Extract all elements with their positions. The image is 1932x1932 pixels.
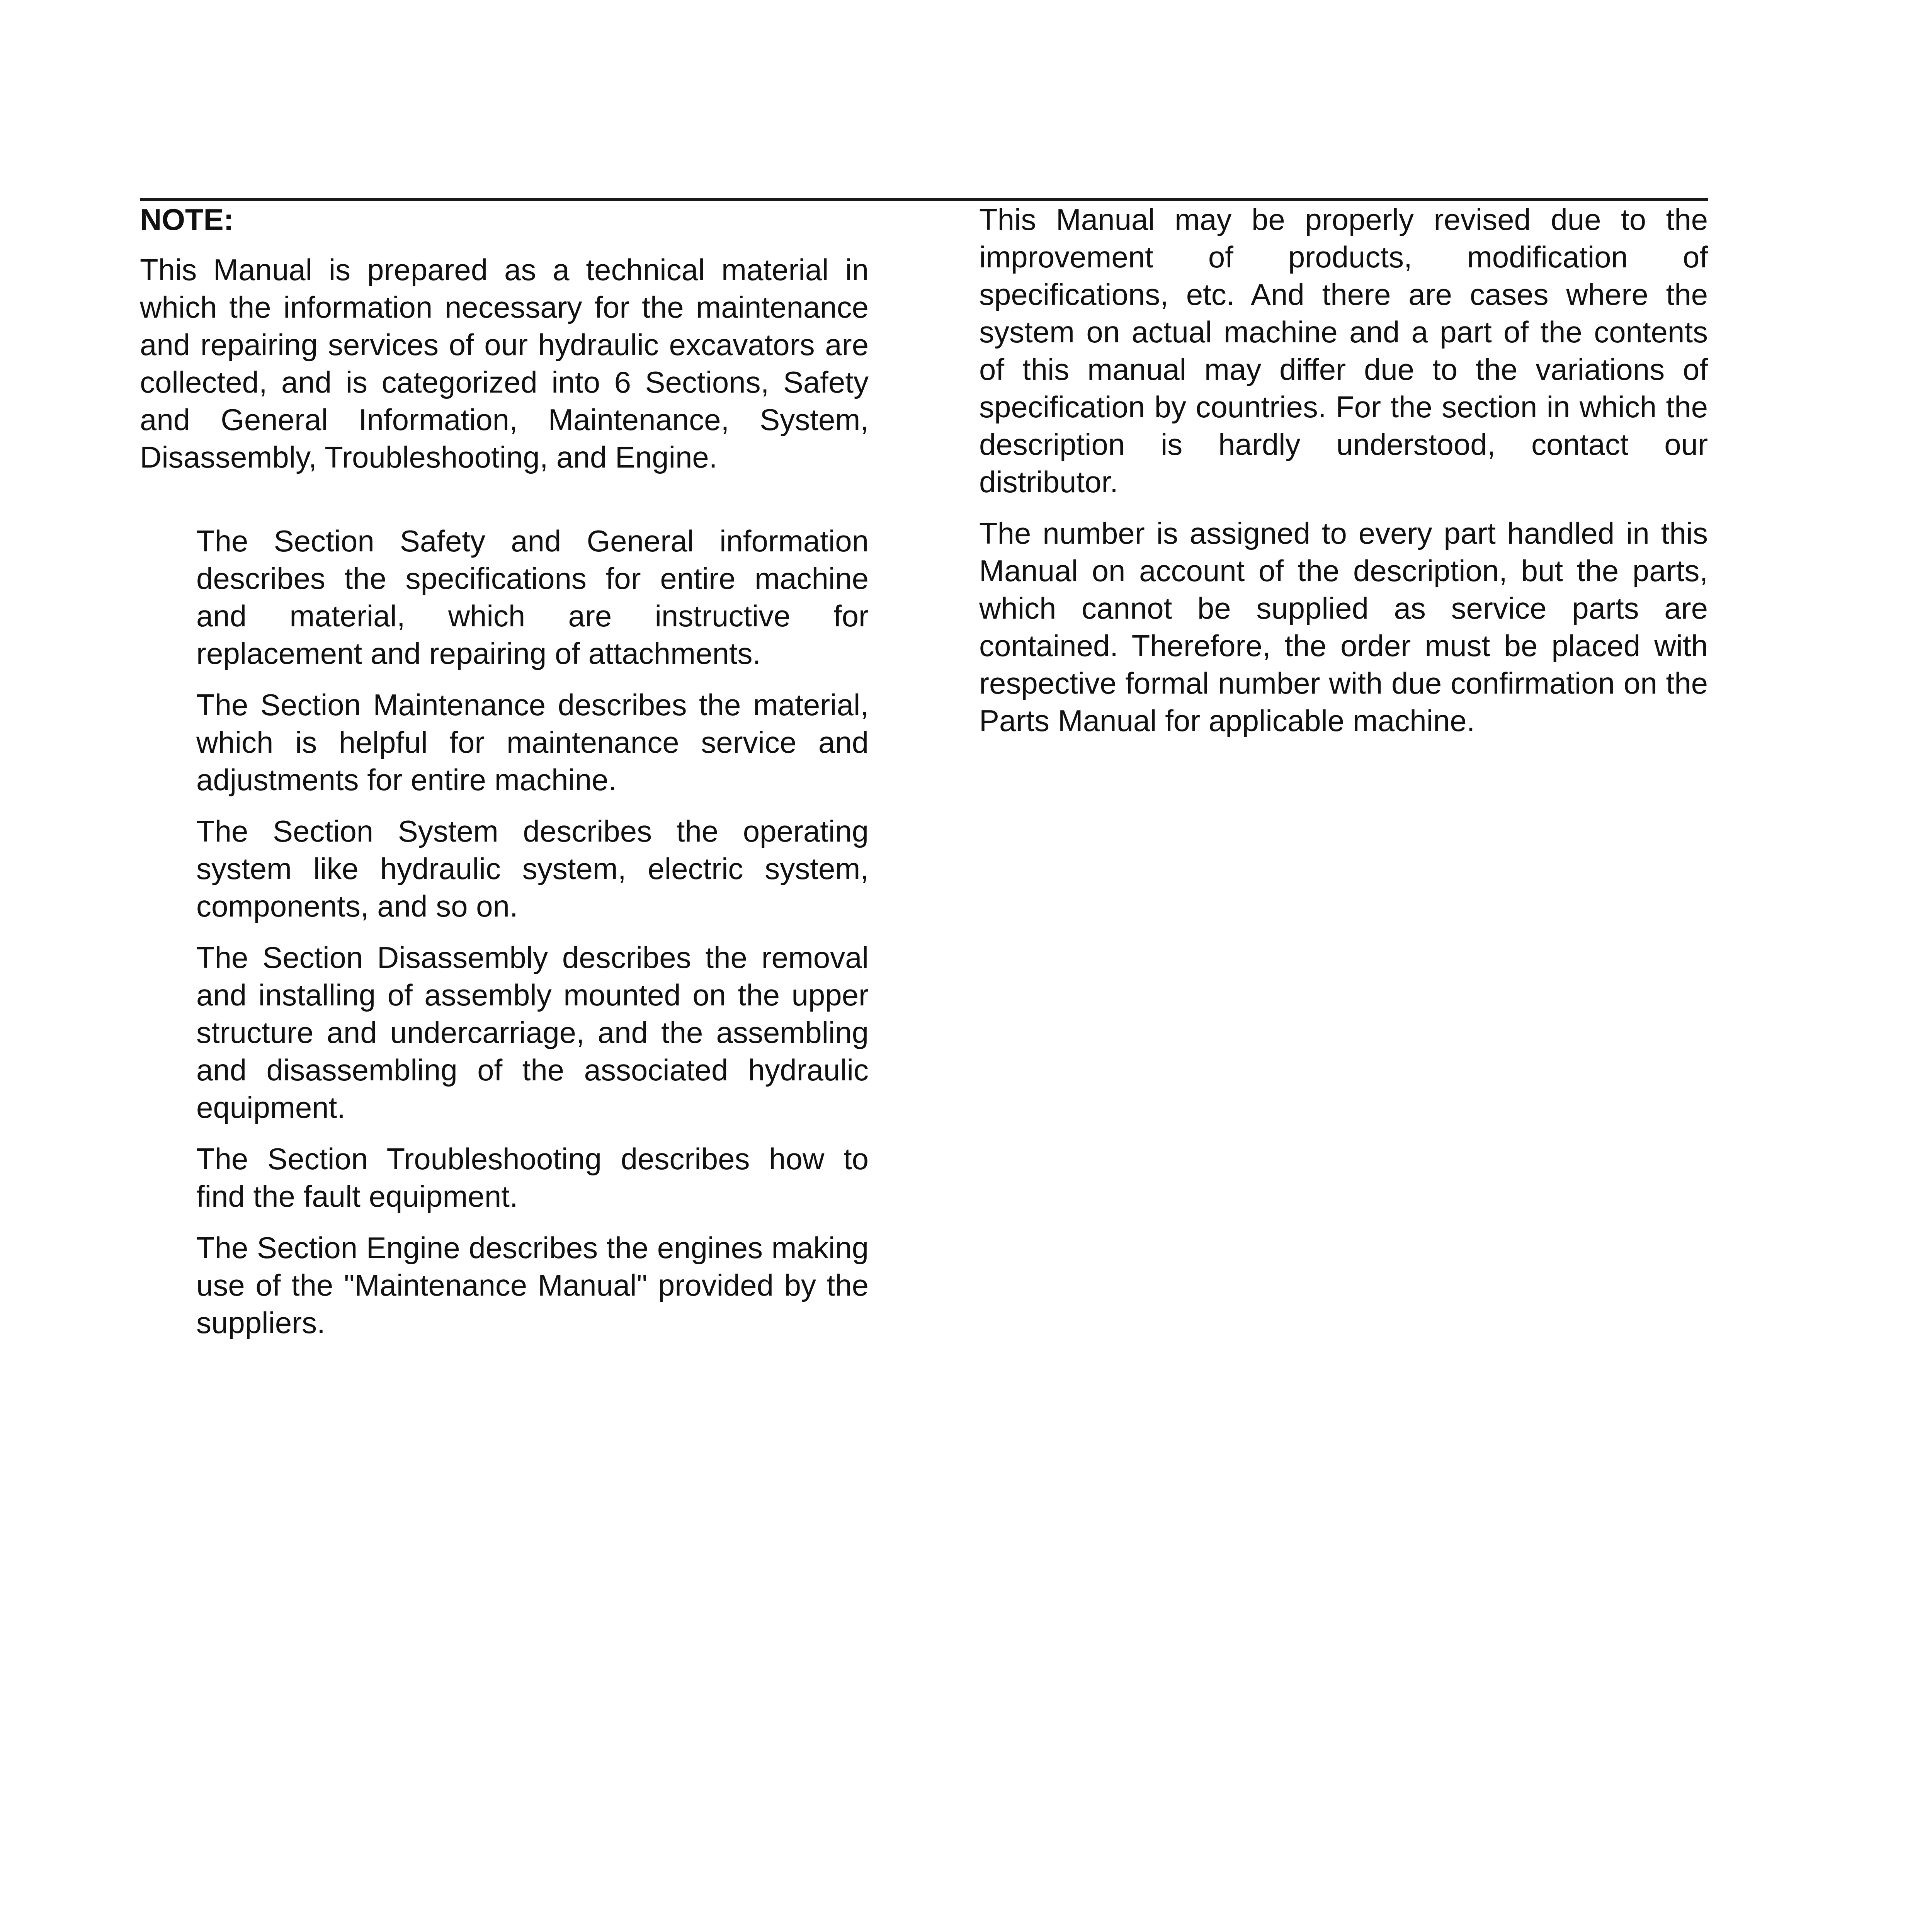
revision-paragraph: This Manual may be properly revised due to the improvement of products, modification of specifications, etc. And there are cases where the system on actual machine and a part of the contents of this manual may differ due to the variations of specification by countries. For the section in which the description is hardly understood, contact our distributor.: [979, 202, 1708, 499]
right-column: [979, 201, 1708, 753]
section-descriptions: [140, 522, 869, 1342]
section-maintenance-description: The Section Maintenance describes the material, which is helpful for maintenance service and adjustments for entire machine.: [196, 688, 869, 797]
top-rule: [140, 198, 1708, 201]
section-system-description: The Section System describes the operating system like hydraulic system, electric system, components, and so on.: [196, 814, 869, 923]
section-safety-description: The Section Safety and General information describes the specifications for entire machine and material, which are instructive for replacement and repairing of attachments.: [196, 524, 869, 670]
left-column: [140, 201, 869, 1355]
section-engine-description: The Section Engine describes the engines making use of the "Maintenance Manual" provided by the suppliers.: [196, 1231, 869, 1340]
note-label: NOTE:: [140, 202, 234, 236]
section-troubleshooting-description: The Section Troubleshooting describes how to find the fault equipment.: [196, 1142, 869, 1213]
note-intro-paragraph: This Manual is prepared as a technical material in which the information necessary for the maintenance and repairing services of our hydraulic excavators are collected, and is categorized into 6 Sections, Safety and General Information, Maintenance, System, Disassembly, Troubleshooting, and Engine.: [140, 253, 869, 474]
part-number-paragraph: The number is assigned to every part handled in this Manual on account of the description, but the parts, which cannot be supplied as service parts are contained. Therefore, the order must be placed with respective formal number with due confirmation on the Parts Manual for applicable machine.: [979, 516, 1708, 738]
section-disassembly-description: The Section Disassembly describes the removal and installing of assembly mounted on the upper structure and undercarriage, and the assembling and disassembling of the associated hydraulic equipment.: [196, 940, 869, 1124]
